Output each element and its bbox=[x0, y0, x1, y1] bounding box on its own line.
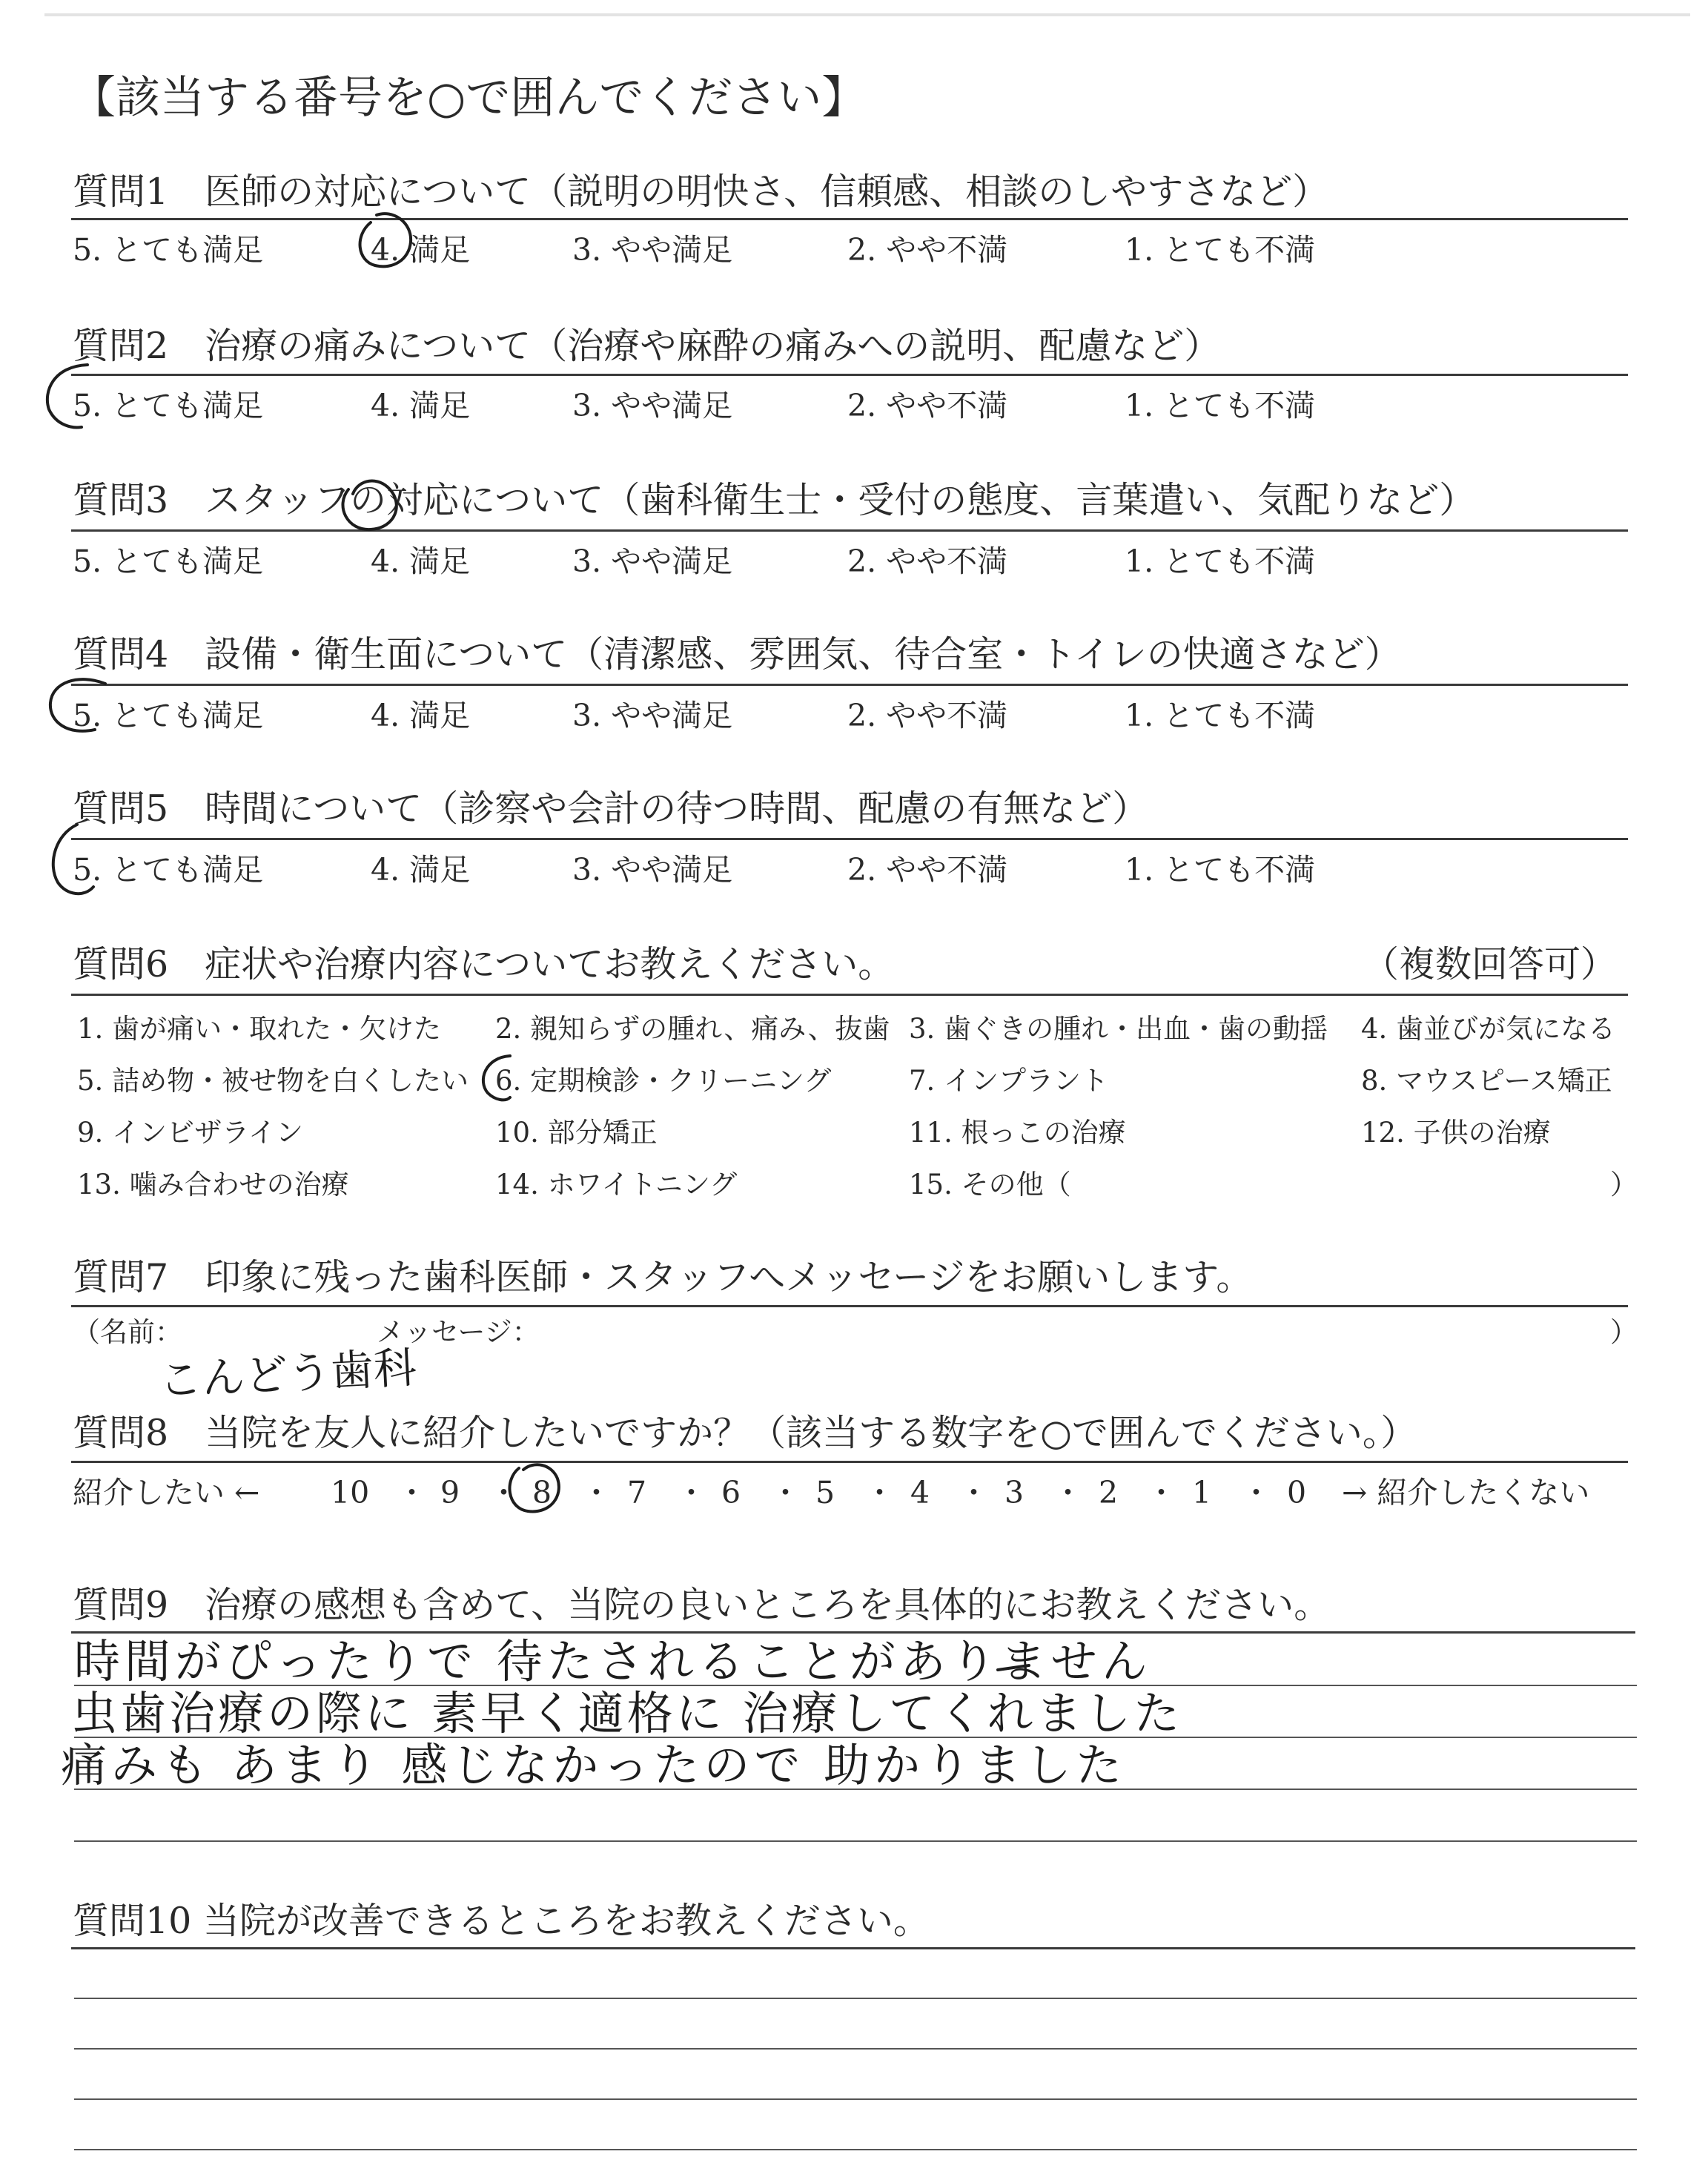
q7-name-label: （名前： bbox=[73, 1316, 182, 1348]
q7-close-paren: ） bbox=[1610, 1316, 1638, 1348]
q8-dot: ・ bbox=[770, 1475, 801, 1510]
q8-number-0[interactable]: 0 bbox=[1287, 1475, 1307, 1510]
q6-item-1[interactable]: 1. 歯が痛い・取れた・欠けた bbox=[77, 1013, 442, 1045]
question-5: 質問5 時間について（診察や会計の待つ時間、配慮の有無など） bbox=[73, 787, 1149, 830]
question-2: 質問2 治療の痛みについて（治療や麻酔の痛みへの説明、配慮など） bbox=[73, 325, 1221, 367]
question-6-rule bbox=[71, 994, 1628, 996]
question-10: 質問10 当院が改善できるところをお教えください。 bbox=[73, 1900, 930, 1942]
q8-dot: ・ bbox=[1146, 1475, 1176, 1510]
q1-option-4[interactable]: 4. 満足 bbox=[371, 232, 471, 268]
page-title: 【該当する番号を○で囲んでください】 bbox=[71, 72, 867, 124]
q2-option-1[interactable]: 1. とても不満 bbox=[1125, 388, 1316, 423]
question-9-rule bbox=[71, 1631, 1635, 1634]
q8-dot: ・ bbox=[581, 1475, 612, 1510]
q9-answer-line-2: 虫歯治療の際に 素早く適格に 治療してくれました bbox=[71, 1686, 1183, 1740]
question-4: 質問4 設備・衛生面について（清潔感、雰囲気、待合室・トイレの快適さなど） bbox=[73, 633, 1401, 676]
q4-option-4[interactable]: 4. 満足 bbox=[371, 698, 471, 733]
q8-left-label: 紹介したい ← bbox=[73, 1475, 260, 1510]
q6-item-10[interactable]: 10. 部分矯正 bbox=[495, 1117, 658, 1149]
q10-writing-line bbox=[74, 2048, 1637, 2050]
q7-name-handwritten: こんどう歯科 bbox=[157, 1341, 418, 1407]
q10-writing-line bbox=[74, 2149, 1637, 2150]
q2-option-3[interactable]: 3. やや満足 bbox=[572, 388, 733, 423]
q8-dot: ・ bbox=[489, 1475, 519, 1510]
q5-option-5[interactable]: 5. とても満足 bbox=[73, 852, 264, 888]
q6-item-13[interactable]: 13. 噛み合わせの治療 bbox=[77, 1169, 349, 1200]
q6-item-8[interactable]: 8. マウスピース矯正 bbox=[1361, 1065, 1612, 1097]
q8-number-8[interactable]: 8 bbox=[532, 1475, 552, 1510]
q5-option-2[interactable]: 2. やや不満 bbox=[847, 852, 1008, 888]
question-3: 質問3 スタッフの対応について（歯科衛生士・受付の態度、言葉遣い、気配りなど） bbox=[73, 479, 1476, 521]
question-7-rule bbox=[71, 1305, 1628, 1307]
q2-option-4[interactable]: 4. 満足 bbox=[371, 388, 471, 423]
q5-option-1[interactable]: 1. とても不満 bbox=[1125, 852, 1316, 888]
q8-number-9[interactable]: 9 bbox=[440, 1475, 460, 1510]
question-3-rule bbox=[71, 529, 1628, 532]
q8-dot: ・ bbox=[1053, 1475, 1083, 1510]
question-10-rule bbox=[71, 1947, 1635, 1949]
q6-item-12[interactable]: 12. 子供の治療 bbox=[1361, 1117, 1551, 1149]
q6-item-6[interactable]: 6. 定期検診・クリーニング bbox=[495, 1065, 832, 1097]
question-1-rule bbox=[71, 218, 1628, 220]
q8-dot: ・ bbox=[676, 1475, 706, 1510]
q2-option-2[interactable]: 2. やや不満 bbox=[847, 388, 1008, 423]
q6-item-2[interactable]: 2. 親知らずの腫れ、痛み、抜歯 bbox=[495, 1013, 890, 1045]
q5-option-4[interactable]: 4. 満足 bbox=[371, 852, 471, 888]
q8-number-2[interactable]: 2 bbox=[1099, 1475, 1119, 1510]
q6-item-14[interactable]: 14. ホワイトニング bbox=[495, 1169, 738, 1200]
q6-item-7[interactable]: 7. インプラント bbox=[909, 1065, 1109, 1097]
q4-option-5[interactable]: 5. とても満足 bbox=[73, 698, 264, 733]
q10-writing-line bbox=[74, 1998, 1637, 1999]
q8-number-4[interactable]: 4 bbox=[910, 1475, 930, 1510]
q5-option-3[interactable]: 3. やや満足 bbox=[572, 852, 733, 888]
top-edge bbox=[44, 13, 1690, 16]
q6-other-close-paren: ） bbox=[1610, 1169, 1638, 1200]
q8-number-6[interactable]: 6 bbox=[721, 1475, 741, 1510]
q8-dot: ・ bbox=[959, 1475, 989, 1510]
question-6: 質問6 症状や治療内容についてお教えください。 bbox=[73, 943, 895, 985]
q8-right-label: → 紹介したくない bbox=[1342, 1475, 1590, 1510]
question-8-rule bbox=[71, 1461, 1628, 1463]
q9-answer-line-3: 痛みも あまり 感じなかったので 助かりました bbox=[61, 1738, 1127, 1792]
q8-number-10[interactable]: 10 bbox=[331, 1475, 370, 1510]
q3-option-2[interactable]: 2. やや不満 bbox=[847, 544, 1008, 579]
q6-item-15[interactable]: 15. その他（ bbox=[909, 1169, 1071, 1200]
q1-option-5[interactable]: 5. とても満足 bbox=[73, 232, 264, 268]
question-7: 質問7 印象に残った歯科医師・スタッフへメッセージをお願いします。 bbox=[73, 1256, 1253, 1298]
q10-writing-line bbox=[74, 2098, 1637, 2100]
q6-item-11[interactable]: 11. 根っこの治療 bbox=[909, 1117, 1126, 1149]
question-5-rule bbox=[71, 838, 1628, 840]
q8-number-7[interactable]: 7 bbox=[627, 1475, 647, 1510]
q8-number-3[interactable]: 3 bbox=[1004, 1475, 1025, 1510]
q3-option-1[interactable]: 1. とても不満 bbox=[1125, 544, 1316, 579]
q8-dot: ・ bbox=[1241, 1475, 1271, 1510]
q4-option-1[interactable]: 1. とても不満 bbox=[1125, 698, 1316, 733]
q6-item-5[interactable]: 5. 詰め物・被せ物を白くしたい bbox=[77, 1065, 469, 1097]
question-2-rule bbox=[71, 374, 1628, 376]
question-6-note: （複数回答可） bbox=[1363, 943, 1618, 985]
q8-dot: ・ bbox=[397, 1475, 427, 1510]
question-4-rule bbox=[71, 684, 1628, 686]
q3-option-5[interactable]: 5. とても満足 bbox=[73, 544, 264, 579]
q7-message-label: メッセージ： bbox=[377, 1316, 540, 1348]
q9-writing-line bbox=[74, 1840, 1637, 1842]
q4-option-3[interactable]: 3. やや満足 bbox=[572, 698, 733, 733]
q4-option-2[interactable]: 2. やや不満 bbox=[847, 698, 1008, 733]
q1-option-3[interactable]: 3. やや満足 bbox=[572, 232, 733, 268]
question-9: 質問9 治療の感想も含めて、当院の良いところを具体的にお教えください。 bbox=[73, 1584, 1331, 1626]
q8-dot: ・ bbox=[864, 1475, 895, 1510]
q8-number-1[interactable]: 1 bbox=[1192, 1475, 1212, 1510]
q8-number-5[interactable]: 5 bbox=[815, 1475, 835, 1510]
q6-item-9[interactable]: 9. インビザライン bbox=[77, 1117, 303, 1149]
question-8: 質問8 当院を友人に紹介したいですか？（該当する数字を○で囲んでください。） bbox=[73, 1412, 1417, 1454]
q1-option-2[interactable]: 2. やや不満 bbox=[847, 232, 1008, 268]
q3-option-4[interactable]: 4. 満足 bbox=[371, 544, 471, 579]
q6-item-3[interactable]: 3. 歯ぐきの腫れ・出血・歯の動揺 bbox=[909, 1013, 1328, 1045]
q2-option-5[interactable]: 5. とても満足 bbox=[73, 388, 264, 423]
question-1: 質問1 医師の対応について（説明の明快さ、信頼感、相談のしやすさなど） bbox=[73, 171, 1329, 213]
q3-option-3[interactable]: 3. やや満足 bbox=[572, 544, 733, 579]
q6-item-4[interactable]: 4. 歯並びが気になる bbox=[1361, 1013, 1616, 1045]
q1-option-1[interactable]: 1. とても不満 bbox=[1125, 232, 1316, 268]
q9-answer-line-1: 時間がぴったりで 待たされることがありません bbox=[74, 1634, 1152, 1688]
